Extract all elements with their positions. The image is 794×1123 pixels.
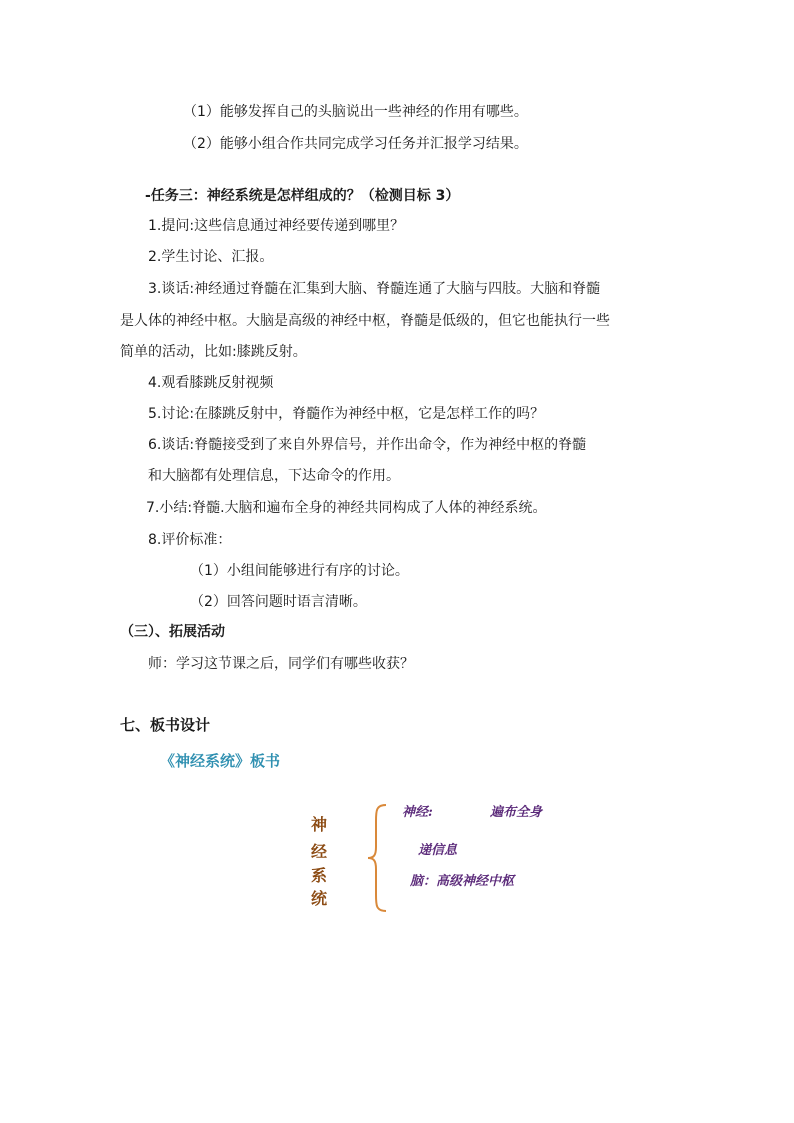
extension-heading: （三）、拓展活动: [120, 624, 225, 640]
curly-brace-icon: [366, 803, 388, 913]
goal-item-2: （2）能够小组合作共同完成学习任务并汇报学习结果。: [183, 136, 528, 152]
task3-step-2: 2.学生讨论、汇报。: [148, 249, 274, 265]
board-heading: 七、板书设计: [120, 716, 211, 734]
task3-step-5: 5.讨论:在膝跳反射中，脊髓作为神经中枢，它是怎样工作的吗？: [148, 406, 545, 422]
diagram-transmit: 递信息: [418, 843, 458, 858]
task3-step-3-line-3: 简单的活动，比如:膝跳反射。: [120, 344, 307, 360]
diagram-root-char-4: 统: [311, 889, 328, 908]
task3-step-6-line-2: 和大脑都有处理信息，下达命令的作用。: [148, 468, 400, 484]
diagram-root-char-2: 经: [311, 842, 328, 861]
task3-step-3-line-2: 是人体的神经中枢。大脑是高级的神经中枢，脊髓是低级的，但它也能执行一些: [120, 313, 610, 329]
diagram-brain: 脑：高级神经中枢: [410, 874, 515, 889]
task3-step-7: 7.小结:脊髓.大脑和遍布全身的神经共同构成了人体的神经系统。: [146, 500, 547, 516]
extension-text: 师：学习这节课之后，同学们有哪些收获？: [148, 656, 414, 672]
diagram-nerve-value: 遍布全身: [490, 805, 543, 820]
task3-heading: -任务三：神经系统是怎样组成的？（检测目标 3）: [145, 188, 460, 204]
diagram-root-char-3: 系: [311, 866, 328, 885]
task3-step-6-line-1: 6.谈话:脊髓接受到了来自外界信号，并作出命令，作为神经中枢的脊髓: [148, 437, 587, 453]
diagram-root-char-1: 神: [311, 815, 328, 834]
goal-item-1: （1）能够发挥自己的头脑说出一些神经的作用有哪些。: [183, 104, 528, 120]
criteria-item-2: （2）回答问题时语言清晰。: [190, 594, 367, 610]
task3-step-8: 8.评价标准：: [148, 532, 232, 548]
task3-step-3-line-1: 3.谈话:神经通过脊髓在汇集到大脑、脊髓连通了大脑与四肢。大脑和脊髓: [148, 281, 601, 297]
board-title: 《神经系统》板书: [160, 752, 281, 770]
task3-step-4: 4.观看膝跳反射视频: [148, 375, 274, 391]
criteria-item-1: （1）小组间能够进行有序的讨论。: [190, 563, 409, 579]
task3-step-1: 1.提问:这些信息通过神经要传递到哪里？: [148, 218, 405, 234]
diagram-nerve-label: 神经:: [402, 805, 433, 820]
